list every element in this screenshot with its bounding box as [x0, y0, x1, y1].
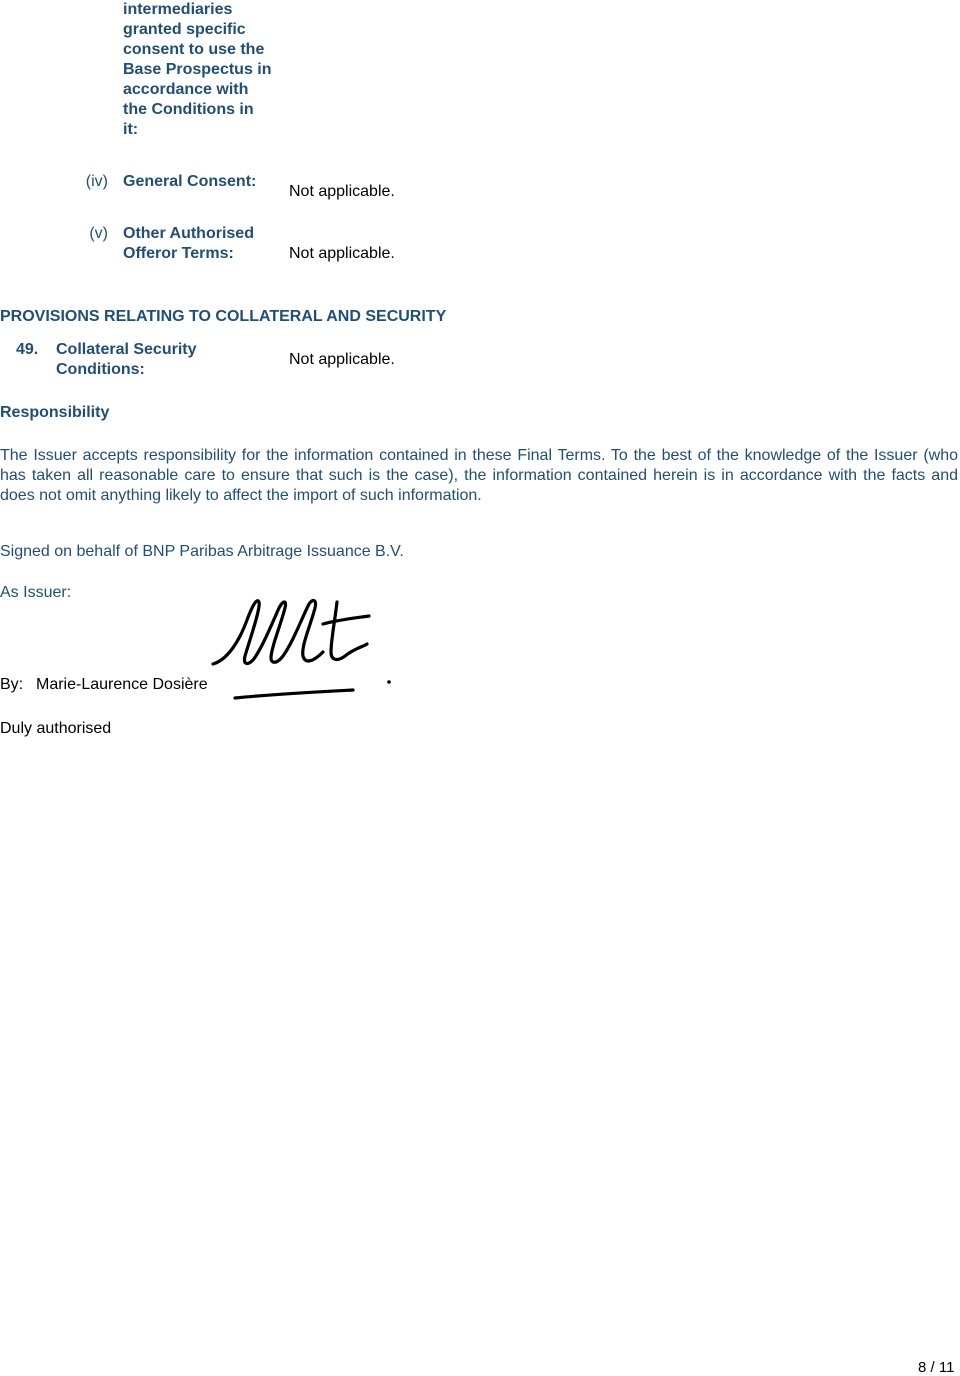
- item-iv-number: (iv): [85, 173, 108, 190]
- item-iv-value: Not applicable.: [289, 183, 395, 200]
- item-v-value: Not applicable.: [289, 245, 395, 262]
- duly-authorised: Duly authorised: [0, 720, 112, 737]
- signature-image: [205, 590, 405, 710]
- item-iv-label: General Consent:: [123, 173, 257, 190]
- page-number: 8 / 11: [918, 1359, 955, 1376]
- item-v-label: Other Authorised Offeror Terms:: [123, 225, 254, 262]
- item-49-label: Collateral Security Conditions:: [56, 341, 197, 378]
- item-49-number: 49.: [16, 341, 39, 358]
- responsibility-paragraph: The Issuer accepts responsibility for the information contained in these Final Terms. To the best of the knowledge of the Issuer (who has taken all reasonable care to ensure that such is the case), the information contained herein is in accordance with the facts and does not omit anything likely to affect the import of such information.: [0, 447, 958, 504]
- responsibility-heading: Responsibility: [0, 404, 110, 421]
- signed-on-behalf: Signed on behalf of BNP Paribas Arbitrage Issuance B.V.: [0, 543, 404, 560]
- item-v-number: (v): [89, 225, 108, 242]
- item-iii-label: intermediaries granted specific consent to use the Base Prospectus in accordance with the Conditions in it:: [123, 1, 272, 138]
- signatory-name: Marie-Laurence Dosière: [36, 676, 208, 693]
- item-49-value: Not applicable.: [289, 351, 395, 368]
- by-label: By:: [0, 676, 24, 693]
- as-issuer: As Issuer:: [0, 584, 72, 601]
- section-heading: PROVISIONS RELATING TO COLLATERAL AND SECURITY: [0, 308, 447, 325]
